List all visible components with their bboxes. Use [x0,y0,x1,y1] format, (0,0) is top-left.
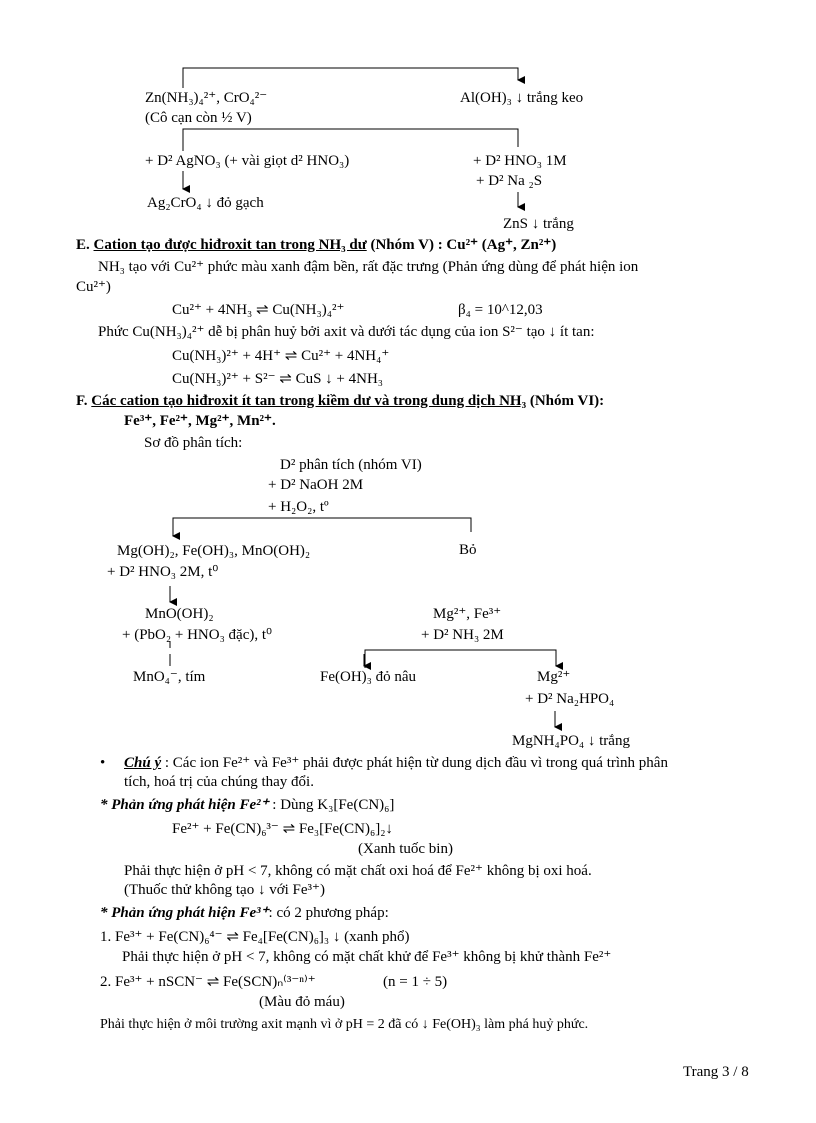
note-label: Chú ý [124,755,162,771]
na2s-reagent: + D² Na ₂S [476,173,543,189]
fe3-method2: 2. Fe³⁺ + nSCN⁻ ⇌ Fe(SCN)ₙ⁽³⁻ⁿ⁾⁺ [100,974,316,990]
mg-fe-ions: Mg²⁺, Fe³⁺ [433,606,502,622]
pbo2-reagent: + (PbO₂ + HNO₃ đặc), t⁰ [122,627,273,643]
section-e-group: (Nhóm V) : Cu²⁺ (Ag⁺, Zn²⁺) [366,237,557,253]
section-f-title: Các cation tạo hiđroxit ít tan trong kiềm dư và trong dung dịch NH₃ [91,393,527,409]
zns-product: ZnS ↓ trắng [503,216,574,232]
fe2-heading: * Phản ứng phát hiện Fe²⁺ : Dùng K₃[Fe(CN)₆] [100,797,395,813]
hno3-reagent: + D² HNO₃ 1M [473,153,567,169]
sample-start: D² phân tích (nhóm VI) [280,457,422,473]
section-f-group: (Nhóm VI): [526,393,605,409]
note-line2: tích, hoá trị của chúng thay đổi. [124,774,314,790]
h2o2-reagent: + H₂O₂, tº [268,499,329,515]
bullet: • [100,755,106,771]
fe2-condition: Phải thực hiện ở pH < 7, không có mặt chất oxi hoá để Fe²⁺ không bị oxi hoá. [124,863,592,879]
section-f-heading: F. Các cation tạo hiđroxit ít tan trong kiềm dư và trong dung dịch NH₃ (Nhóm VI): [76,393,605,409]
mno4-product: MnO₄⁻, tím [133,669,206,685]
connector-top-split [183,68,518,88]
fe3-method2-range: (n = 1 ÷ 5) [383,974,448,990]
zn-cro4-result: Zn(NH₃)₄²⁺, CrO₄²⁻ [145,90,268,106]
section-e-para1-line1: NH₃ tạo với Cu²⁺ phức màu xanh đậm bền, rất đặc trưng (Phản ứng dùng để phát hiện ion [98,259,639,275]
fe3-method1-condition: Phải thực hiện ở pH < 7, không có mặt chất khử để Fe³⁺ không bị khử thành Fe²⁺ [122,949,612,965]
fe2-color: (Xanh tuốc bin) [358,841,453,857]
evaporate-note: (Cô cạn còn ½ V) [145,110,252,126]
scheme-label: Sơ đồ phân tích: [144,435,243,451]
section-e-para1-line2: Cu²⁺) [76,279,111,295]
page-number: Trang 3 / 8 [683,1064,749,1080]
fe3-method2-color: (Màu đỏ máu) [259,994,345,1010]
section-e-para2: Phức Cu(NH₃)₄²⁺ dễ bị phân huỷ bởi axit và dưới tác dụng của ion S²⁻ tạo ↓ ít tan: [98,324,595,340]
connector-hydroxides [173,518,471,536]
aloh3-result: Al(OH)₃ ↓ trắng keo [460,90,584,106]
mg-ion: Mg²⁺ [537,669,571,685]
fe2-equation: Fe²⁺ + Fe(CN)₆³⁻ ⇌ Fe₃[Fe(CN)₆]₂↓ [172,821,393,837]
fe3-heading: * Phản ứng phát hiện Fe³⁺: có 2 phương pháp: [100,905,389,921]
equation-sulfide: Cu(NH₃)²⁺ + S²⁻ ⇌ CuS ↓ + 4NH₃ [172,371,384,387]
mnooh2-label: MnO(OH)₂ [145,606,214,622]
na2hpo4-reagent: + D² Na₂HPO₄ [525,691,615,707]
note-line1: Chú ý : Các ion Fe²⁺ và Fe³⁺ phải được phát hiện từ dung dịch đầu vì trong quá trình phân [124,755,668,771]
naoh-reagent: + D² NaOH 2M [268,477,364,493]
equation-cu-nh3: Cu²⁺ + 4NH₃ ⇌ Cu(NH₃)₄²⁺ [172,302,345,318]
mgnh4po4-product: MgNH₄PO₄ ↓ trắng [512,733,630,749]
ag2cro4-product: Ag₂CrO₄ ↓ đỏ gạch [147,195,264,211]
connector-mgfe-split [365,650,556,668]
nh3-2m-reagent: + D² NH₃ 2M [421,627,504,643]
feoh3-product: Fe(OH)₃ đỏ nâu [320,669,417,685]
hydroxide-precipitate: Mg(OH)₂, Fe(OH)₃, MnO(OH)₂ [117,543,311,559]
section-e-heading: E. Cation tạo được hiđroxit tan trong NH₃ dư (Nhóm V) : Cu²⁺ (Ag⁺, Zn²⁺) [76,237,557,253]
section-f-cations: Fe³⁺, Fe²⁺, Mg²⁺, Mn²⁺. [124,413,276,429]
fe3-method1: 1. Fe³⁺ + Fe(CN)₆⁴⁻ ⇌ Fe₄[Fe(CN)₆]₃ ↓ (xanh phổ) [100,929,410,945]
fe2-reagent-note: (Thuốc thử không tạo ↓ với Fe³⁺) [124,882,325,898]
connector-second-split [183,129,518,151]
agno3-reagent: + D² AgNO₃ (+ vài giọt d² HNO₃) [145,153,350,169]
hno3-2m-reagent: + D² HNO₃ 2M, t⁰ [107,564,219,580]
equation-acid-decompose: Cu(NH₃)²⁺ + 4H⁺ ⇌ Cu²⁺ + 4NH₄⁺ [172,348,390,364]
section-e-title: Cation tạo được hiđroxit tan trong NH₃ dư [93,237,367,253]
discard-label: Bỏ [459,542,477,558]
final-note: Phải thực hiện ở môi trường axit mạnh vì ở pH = 2 đã có ↓ Fe(OH)₃ làm phá huỷ phức. [100,1017,589,1032]
stability-constant: β₄ = 10^12,03 [458,302,543,318]
